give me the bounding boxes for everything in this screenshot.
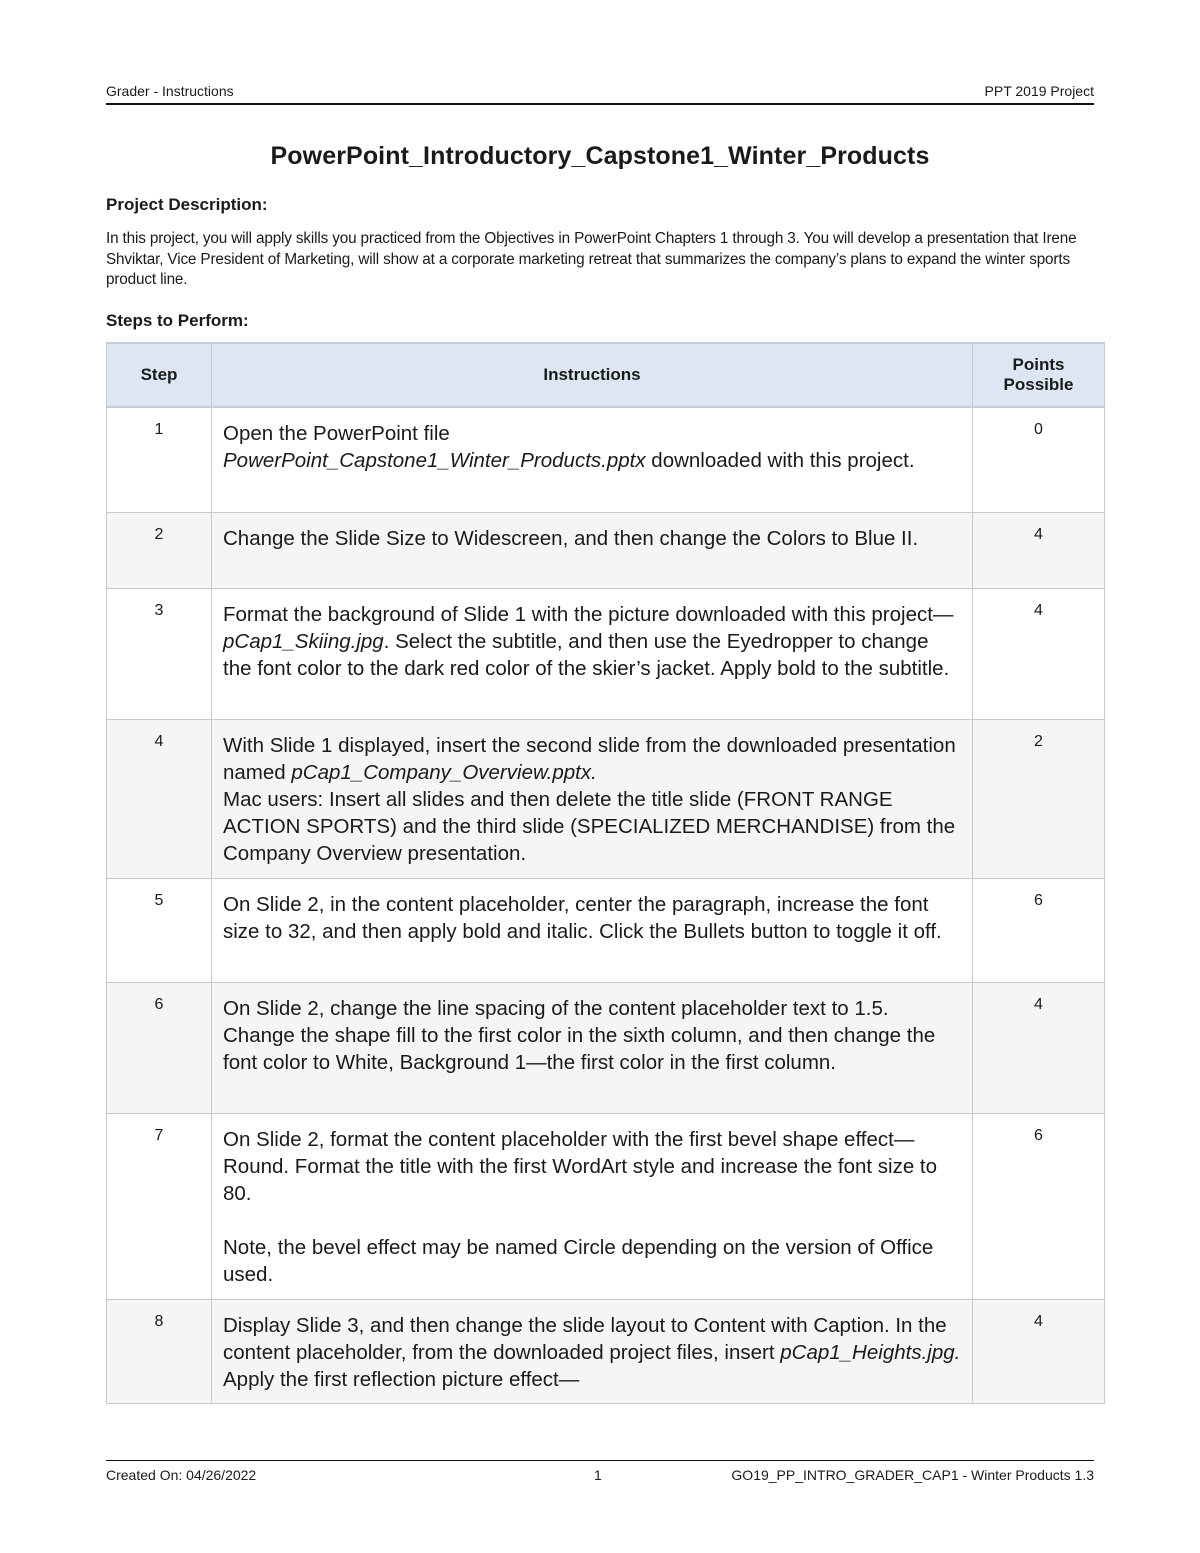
instruction-text: downloaded with this project. [645, 449, 915, 472]
step-points: 4 [973, 1299, 1105, 1403]
table-row [107, 878, 1105, 982]
step-points: 0 [973, 407, 1105, 512]
steps-table [106, 342, 1105, 1404]
steps-heading: Steps to Perform: [106, 311, 249, 330]
step-number: 6 [107, 982, 212, 1113]
column-header-points [973, 343, 1105, 407]
page-header [106, 83, 1094, 105]
header-right-text: PPT 2019 Project [984, 83, 1094, 99]
table-row [107, 407, 1105, 512]
step-number: 5 [107, 878, 212, 982]
step-points: 4 [973, 512, 1105, 588]
instruction-text: On Slide 2, change the line spacing of the content placeholder text to 1.5. Change the shape fill to the first color in the sixth column, and then change the font color to White, Background 1—the first color in the first column. [223, 996, 936, 1074]
step-points: 4 [973, 982, 1105, 1113]
step-number: 7 [107, 1113, 212, 1299]
instruction-filename: pCap1_Skiing.jpg [223, 629, 384, 653]
points-header-line1: Points [1012, 355, 1065, 374]
instruction-text: . Select the subtitle, and then use the Eyedropper to change the font color to the dark red color of the skier’s jacket. Apply bold to the subtitle. [223, 629, 950, 680]
instruction-filename: pCap1_Company_Overview.pptx. [291, 760, 597, 784]
footer-document-id: GO19_PP_INTRO_GRADER_CAP1 - Winter Products 1.3 [731, 1467, 1094, 1483]
step-instructions [212, 1113, 973, 1299]
header-left-text: Grader - Instructions [106, 83, 234, 99]
instruction-text: Mac users: Insert all slides and then delete the title slide (FRONT RANGE ACTION SPORTS) and the third slide (SPECIALIZED MERCHANDISE) from the Company Overview presentation. [223, 787, 956, 865]
column-header-step: Step [107, 343, 212, 407]
table-row [107, 588, 1105, 719]
instruction-text: Format the background of Slide 1 with the picture downloaded with this project— [223, 602, 954, 626]
step-instructions [212, 878, 973, 982]
step-points: 6 [973, 878, 1105, 982]
instruction-text: Display Slide 3, and then change the slide layout to Content with Caption. In the content placeholder, from the downloaded project files, insert [223, 1313, 947, 1364]
table-header-row [107, 343, 1105, 407]
footer-page-number: 1 [594, 1467, 602, 1483]
step-instructions [212, 512, 973, 588]
step-instructions [212, 588, 973, 719]
instruction-text: Open the PowerPoint file [223, 422, 450, 445]
step-instructions [212, 719, 973, 878]
points-header-line2: Possible [1003, 375, 1074, 394]
step-instructions [212, 407, 973, 512]
step-points: 4 [973, 588, 1105, 719]
document-title: PowerPoint_Introductory_Capstone1_Winter_Products [270, 142, 930, 170]
step-number: 3 [107, 588, 212, 719]
table-row [107, 719, 1105, 878]
table-row [107, 512, 1105, 588]
instruction-filename: pCap1_Heights.jpg. [780, 1340, 961, 1364]
step-instructions [212, 982, 973, 1113]
table-row [107, 1299, 1105, 1403]
footer-created-on: Created On: 04/26/2022 [106, 1467, 257, 1483]
instruction-filename: PowerPoint_Capstone1_Winter_Products.pptx [223, 449, 646, 472]
table-row [107, 1113, 1105, 1299]
step-points: 2 [973, 719, 1105, 878]
step-number: 2 [107, 512, 212, 588]
project-description-text: In this project, you will apply skills you practiced from the Objectives in PowerPoint Chapters 1 through 3. You will develop a presentation that Irene Shviktar, Vice President of Marketing, will show at a corporate marketing retreat that summarizes the company’s plans to expand the winter sports product line. [106, 230, 1077, 288]
column-header-instructions: Instructions [212, 343, 973, 407]
step-instructions [212, 1299, 973, 1403]
step-number: 8 [107, 1299, 212, 1403]
table-row [107, 982, 1105, 1113]
page-footer [106, 1460, 1094, 1483]
instruction-text: Apply the first reflection picture effect— [223, 1367, 580, 1391]
instruction-text: On Slide 2, format the content placeholder with the first bevel shape effect—Round. Format the title with the first WordArt style and increase the font size to 80. [223, 1127, 938, 1205]
step-points: 6 [973, 1113, 1105, 1299]
instruction-text: On Slide 2, in the content placeholder, center the paragraph, increase the font size to 32, and then apply bold and italic. Click the Bullets button to toggle it off. [223, 892, 942, 943]
step-number: 1 [107, 407, 212, 512]
instruction-text: Note, the bevel effect may be named Circle depending on the version of Office used. [223, 1235, 934, 1286]
instruction-text: Change the Slide Size to Widescreen, and then change the Colors to Blue II. [223, 526, 919, 550]
step-number: 4 [107, 719, 212, 878]
instruction-text: With Slide 1 displayed, insert the second slide from the downloaded presentation named [223, 733, 956, 784]
project-description-heading: Project Description: [106, 195, 268, 214]
